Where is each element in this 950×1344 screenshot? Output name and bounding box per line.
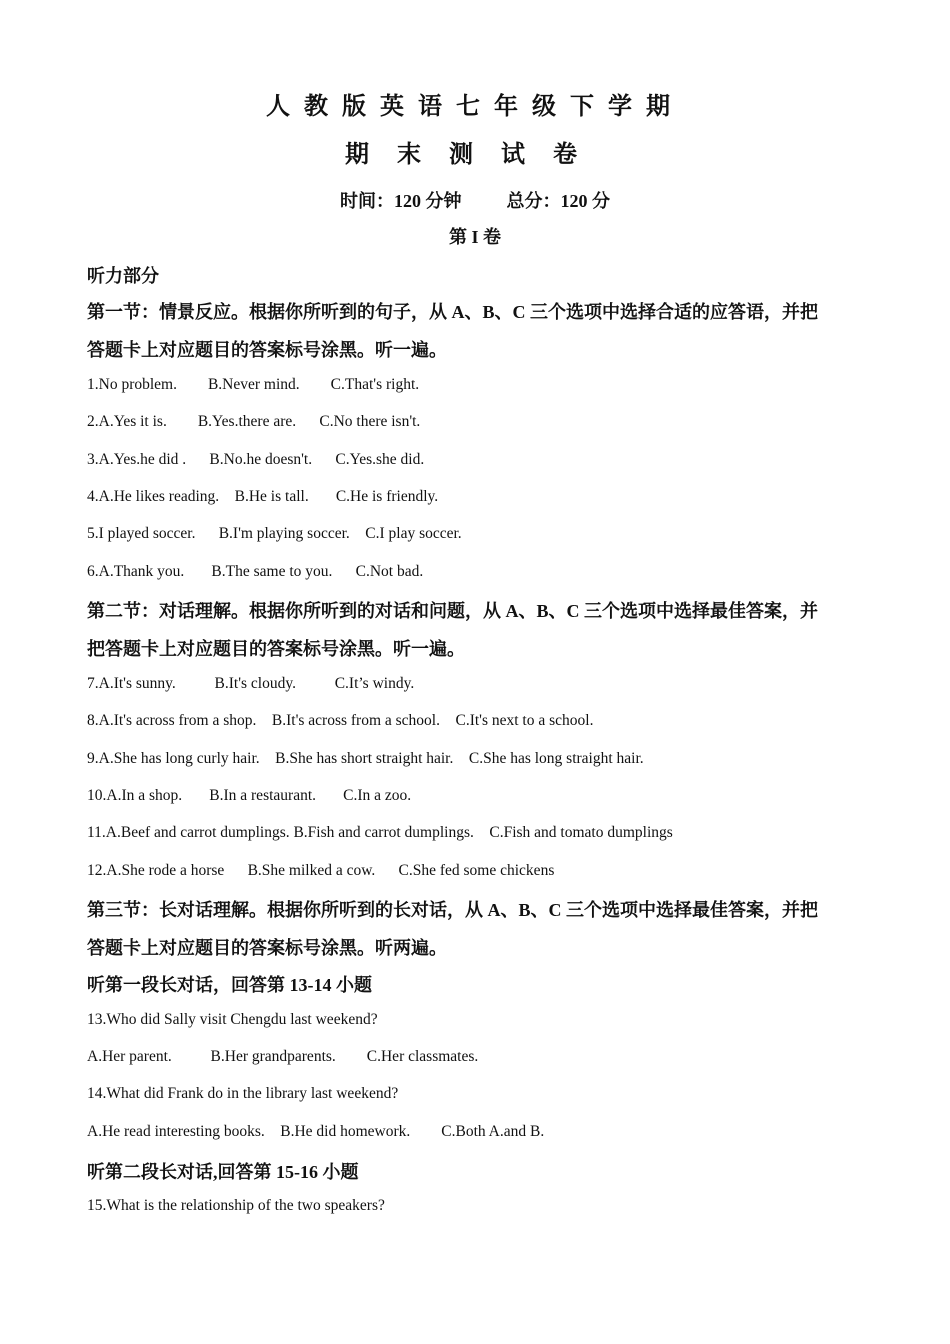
question-line: 9.A.She has long curly hair. B.She has short straight hair. C.She has long straight hair.	[87, 750, 644, 767]
question-line: 1.No problem. B.Never mind. C.That's right.	[87, 376, 420, 393]
time-and-score: 时间：120 分钟 总分：120 分	[340, 191, 610, 211]
question-line: 10.A.In a shop. B.In a restaurant. C.In a zoo.	[87, 787, 412, 804]
exam-subtitle: 期末测试卷	[345, 142, 605, 168]
question-line: 5.I played soccer. B.I'm playing soccer. C.I play soccer.	[87, 525, 462, 542]
exam-title: 人教版英语七年级下学期	[266, 94, 684, 120]
section-instruction: 第一节：情景反应。根据你所听到的句子，从 A、B、C 三个选项中选择合适的应答语，并把	[87, 302, 818, 322]
question-line: A.Her parent. B.Her grandparents. C.Her classmates.	[87, 1048, 479, 1065]
question-line: 11.A.Beef and carrot dumplings. B.Fish and carrot dumplings. C.Fish and tomato dumplings	[87, 824, 673, 841]
section-instruction: 答题卡上对应题目的答案标号涂黑。听一遍。	[87, 340, 447, 360]
question-line: A.He read interesting books. B.He did homework. C.Both A.and B.	[87, 1123, 545, 1140]
question-line: 8.A.It's across from a shop. B.It's across from a school. C.It's next to a school.	[87, 712, 594, 729]
question-line: 2.A.Yes it is. B.Yes.there are. C.No there isn't.	[87, 413, 421, 430]
question-line: 4.A.He likes reading. B.He is tall. C.He is friendly.	[87, 488, 439, 505]
section-instruction: 把答题卡上对应题目的答案标号涂黑。听一遍。	[87, 639, 465, 659]
question-line: 7.A.It's sunny. B.It's cloudy. C.It’s windy.	[87, 675, 415, 692]
section-instruction: 第二节：对话理解。根据你所听到的对话和问题，从 A、B、C 三个选项中选择最佳答案，并	[87, 601, 818, 621]
question-line: 14.What did Frank do in the library last weekend?	[87, 1085, 399, 1102]
subsection-heading: 听第二段长对话,回答第 15-16 小题	[87, 1162, 359, 1182]
question-line: 12.A.She rode a horse B.She milked a cow. C.She fed some chickens	[87, 862, 555, 879]
question-line: 15.What is the relationship of the two speakers?	[87, 1197, 385, 1214]
section-instruction: 第三节：长对话理解。根据你所听到的长对话，从 A、B、C 三个选项中选择最佳答案，并把	[87, 900, 818, 920]
question-line: 13.Who did Sally visit Chengdu last weekend?	[87, 1011, 378, 1028]
section-instruction: 答题卡上对应题目的答案标号涂黑。听两遍。	[87, 938, 447, 958]
question-line: 6.A.Thank you. B.The same to you. C.Not bad.	[87, 563, 424, 580]
question-line: 3.A.Yes.he did . B.No.he doesn't. C.Yes.she did.	[87, 451, 425, 468]
section-heading-listening: 听力部分	[87, 266, 159, 286]
subsection-heading: 听第一段长对话，回答第 13-14 小题	[87, 975, 372, 995]
volume-label: 第 I 卷	[448, 227, 501, 247]
